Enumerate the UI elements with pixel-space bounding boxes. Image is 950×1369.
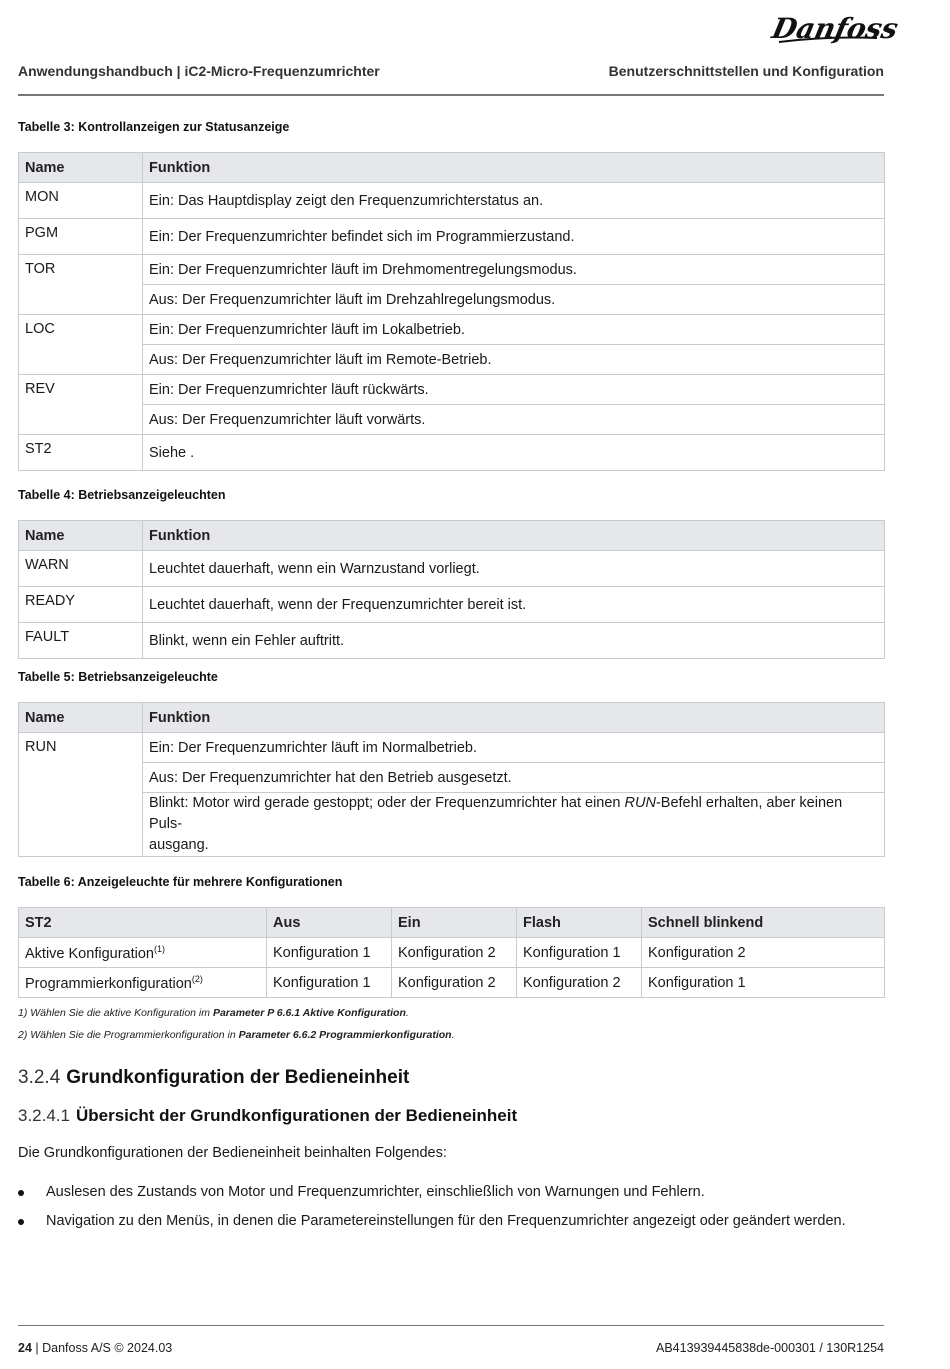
- row-name: REV: [19, 375, 143, 435]
- table-row: [19, 587, 885, 623]
- table-row: [19, 183, 885, 219]
- table-row: [19, 219, 885, 255]
- table6-header-aus: Aus: [267, 908, 392, 938]
- row-function: Aus: Der Frequenzumrichter läuft im Remote-Betrieb.: [143, 345, 885, 375]
- row-label-text: Aktive Konfiguration: [25, 945, 154, 962]
- footnote-2: [18, 1029, 455, 1041]
- table3: [18, 152, 885, 471]
- table-cell: Konfiguration 2: [517, 968, 642, 998]
- row-function: Leuchtet dauerhaft, wenn der Frequenzumrichter bereit ist.: [143, 587, 885, 623]
- table6-header-ein: Ein: [392, 908, 517, 938]
- footer-copyright: | Danfoss A/S © 2024.03: [31, 1341, 173, 1355]
- blink-text-start: Blinkt: Motor wird gerade gestoppt; oder der Frequenzumrichter hat einen: [149, 795, 625, 811]
- table6: [18, 907, 885, 998]
- row-function: [143, 793, 885, 857]
- row-name: ST2: [19, 435, 143, 471]
- blink-text-continuation: ausgang.: [149, 837, 209, 853]
- list-item-text: Navigation zu den Menüs, in denen die Parametereinstellungen für den Frequenzumrichter angezeigt oder geändert werden.: [46, 1213, 846, 1229]
- table4-header-function: Funktion: [143, 521, 885, 551]
- table5-caption: Tabelle 5: Betriebsanzeigeleuchte: [18, 670, 218, 684]
- table-row: [19, 375, 885, 405]
- table3-header-function: Funktion: [143, 153, 885, 183]
- footnote-1: [18, 1007, 409, 1019]
- table4: [18, 520, 885, 659]
- table5-header-name: Name: [19, 703, 143, 733]
- run-command-name: RUN: [624, 795, 656, 811]
- table-cell: Konfiguration 1: [267, 938, 392, 968]
- fn2-end: .: [451, 1029, 455, 1041]
- footnote-ref: (1): [153, 943, 165, 954]
- row-function: Aus: Der Frequenzumrichter hat den Betrieb ausgesetzt.: [143, 763, 885, 793]
- row-function: Ein: Der Frequenzumrichter läuft im Lokalbetrieb.: [143, 315, 885, 345]
- footnote-ref: (2): [191, 973, 203, 984]
- table-row: [19, 255, 885, 285]
- table-row: [19, 345, 885, 375]
- section-title: Grundkonfiguration der Bedieneinheit: [66, 1067, 410, 1088]
- subsection-heading: [18, 1106, 517, 1126]
- row-function: Aus: Der Frequenzumrichter läuft im Drehzahlregelungsmodus.: [143, 285, 885, 315]
- row-name: MON: [19, 183, 143, 219]
- row-name: LOC: [19, 315, 143, 375]
- footer-left: [18, 1341, 172, 1355]
- table6-header-st2: ST2: [19, 908, 267, 938]
- table-row: [19, 623, 885, 659]
- section-heading: [18, 1067, 409, 1089]
- row-function: Ein: Das Hauptdisplay zeigt den Frequenzumrichterstatus an.: [143, 183, 885, 219]
- fn2-parameter: Parameter 6.6.2 Programmierkonfiguration: [238, 1029, 452, 1041]
- row-name: RUN: [19, 733, 143, 857]
- table-row: [19, 763, 885, 793]
- row-name: WARN: [19, 551, 143, 587]
- table3-caption: Tabelle 3: Kontrollanzeigen zur Statusanzeige: [18, 120, 290, 134]
- bullet-icon: [18, 1219, 24, 1225]
- fn2-text: 2) Wählen Sie die Programmierkonfiguration in: [18, 1029, 239, 1041]
- table-row: [19, 968, 885, 998]
- intro-paragraph: Die Grundkonfigurationen der Bedieneinheit beinhalten Folgendes:: [18, 1145, 447, 1161]
- header-divider: [18, 94, 884, 96]
- section-number: 3.2.4: [18, 1067, 61, 1088]
- table-row: [19, 285, 885, 315]
- table6-header-schnell: Schnell blinkend: [642, 908, 885, 938]
- header-document-title: Anwendungshandbuch | iC2-Micro-Frequenzumrichter: [18, 63, 380, 79]
- bullet-icon: [18, 1190, 24, 1196]
- table-cell: Konfiguration 1: [642, 968, 885, 998]
- table-row: [19, 938, 885, 968]
- blink-text-end: -Befehl erhalten, aber keinen Puls-: [149, 795, 843, 832]
- row-function: Ein: Der Frequenzumrichter läuft im Drehmomentregelungsmodus.: [143, 255, 885, 285]
- table6-caption: Tabelle 6: Anzeigeleuchte für mehrere Konfigurationen: [18, 875, 343, 889]
- table4-caption: Tabelle 4: Betriebsanzeigeleuchten: [18, 488, 226, 502]
- table-cell: Konfiguration 2: [642, 938, 885, 968]
- row-label-text: Programmierkonfiguration: [25, 975, 192, 992]
- list-item-text: Auslesen des Zustands von Motor und Frequenzumrichter, einschließlich von Warnungen und Fehlern.: [46, 1184, 705, 1200]
- table5: [18, 702, 885, 857]
- row-function: Siehe .: [143, 435, 885, 471]
- fn1-end: .: [405, 1007, 409, 1019]
- table-row: [19, 405, 885, 435]
- fn1-parameter: Parameter P 6.6.1 Aktive Konfiguration: [212, 1007, 406, 1019]
- page-number: 24: [18, 1341, 32, 1355]
- table-row: [19, 435, 885, 471]
- table-row: [19, 551, 885, 587]
- row-function: Ein: Der Frequenzumrichter läuft im Normalbetrieb.: [143, 733, 885, 763]
- subsection-number: 3.2.4.1: [18, 1106, 70, 1125]
- danfoss-logo: [769, 8, 902, 50]
- svg-text:Danfoss: Danfoss: [769, 11, 902, 45]
- row-name: READY: [19, 587, 143, 623]
- table-row: [19, 793, 885, 857]
- table3-header-name: Name: [19, 153, 143, 183]
- row-function: Blinkt, wenn ein Fehler auftritt.: [143, 623, 885, 659]
- table-cell: Konfiguration 1: [517, 938, 642, 968]
- table-cell: Konfiguration 2: [392, 968, 517, 998]
- row-name: PGM: [19, 219, 143, 255]
- row-function: Ein: Der Frequenzumrichter läuft rückwärts.: [143, 375, 885, 405]
- row-function: Ein: Der Frequenzumrichter befindet sich im Programmierzustand.: [143, 219, 885, 255]
- table-row: [19, 315, 885, 345]
- table-cell: Konfiguration 2: [392, 938, 517, 968]
- footer-divider: [18, 1325, 884, 1326]
- table-cell: Konfiguration 1: [267, 968, 392, 998]
- table-row: [19, 733, 885, 763]
- row-name: TOR: [19, 255, 143, 315]
- footer-document-id: AB413939445838de-000301 / 130R1254: [656, 1341, 884, 1355]
- subsection-title: Übersicht der Grundkonfigurationen der Bedieneinheit: [76, 1106, 518, 1125]
- fn1-text: 1) Wählen Sie die aktive Konfiguration im: [18, 1007, 213, 1019]
- row-label: [19, 968, 267, 998]
- table5-header-function: Funktion: [143, 703, 885, 733]
- header-chapter-title: Benutzerschnittstellen und Konfiguration: [608, 63, 884, 79]
- row-function: Leuchtet dauerhaft, wenn ein Warnzustand vorliegt.: [143, 551, 885, 587]
- row-name: FAULT: [19, 623, 143, 659]
- table4-header-name: Name: [19, 521, 143, 551]
- row-function: Aus: Der Frequenzumrichter läuft vorwärts.: [143, 405, 885, 435]
- table6-header-flash: Flash: [517, 908, 642, 938]
- row-label: [19, 938, 267, 968]
